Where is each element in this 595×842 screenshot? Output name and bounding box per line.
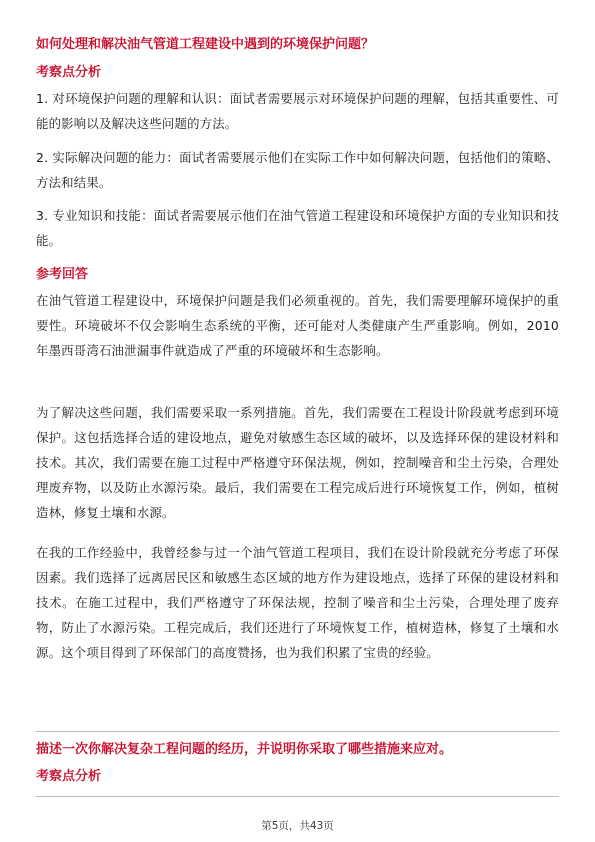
analysis-point: 1. 对环境保护问题的理解和认识：面试者需要展示对环境保护问题的理解，包括其重要性、可能的影响以及解决这些问题的方法。 — [36, 91, 559, 131]
analysis-heading: 考察点分析 — [36, 769, 102, 784]
answer-paragraph: 在油气管道工程建设中，环境保护问题是我们必须重视的。首先，我们需要理解环境保护的重要性。环境破坏不仅会影响生态系统的平衡，还可能对人类健康产生严重影响。例如，2010年墨西哥湾石油泄漏事件就造成了严重的环境破坏和生态影响。 — [36, 293, 559, 358]
analysis-heading: 考察点分析 — [36, 65, 102, 80]
section-divider — [36, 731, 559, 732]
question-title: 如何处理和解决油气管道工程建设中遇到的环境保护问题？ — [36, 37, 375, 52]
answer-paragraph: 在我的工作经验中，我曾经参与过一个油气管道工程项目，我们在设计阶段就充分考虑了环保因素。我们选择了远离居民区和敏感生态区域的地方作为建设地点，选择了环保的建设材料和技术。在施工过程中，我们严格遵守了环保法规，控制了噪音和尘土污染，合理处理了废弃物，防止了水源污染。工程完成后，我们还进行了环境恢复工作，植树造林，修复了土壤和水源。这个项目得到了环保部门的高度赞扬，也为我们积累了宝贵的经验。 — [36, 545, 559, 660]
answer-paragraph: 为了解决这些问题，我们需要采取一系列措施。首先，我们需要在工程设计阶段就考虑到环境保护。这包括选择合适的建设地点，避免对敏感生态区域的破坏，以及选择环保的建设材料和技术。其次，我们需要在施工过程中严格遵守环保法规，例如，控制噪音和尘土污染，合理处理废弃物，以及防止水源污染。最后，我们需要在工程完成后进行环境恢复工作，例如，植树造林，修复土壤和水源。 — [36, 405, 559, 520]
footer-divider — [36, 796, 559, 797]
page-number: 第5页，共43页 — [261, 820, 334, 832]
question-title: 描述一次你解决复杂工程问题的经历，并说明你采取了哪些措施来应对。 — [36, 742, 453, 757]
analysis-point: 3. 专业知识和技能：面试者需要展示他们在油气管道工程建设和环境保护方面的专业知识和技能。 — [36, 208, 559, 248]
answer-heading: 参考回答 — [36, 267, 89, 282]
analysis-point: 2. 实际解决问题的能力：面试者需要展示他们在实际工作中如何解决问题，包括他们的策略、方法和结果。 — [36, 150, 559, 190]
